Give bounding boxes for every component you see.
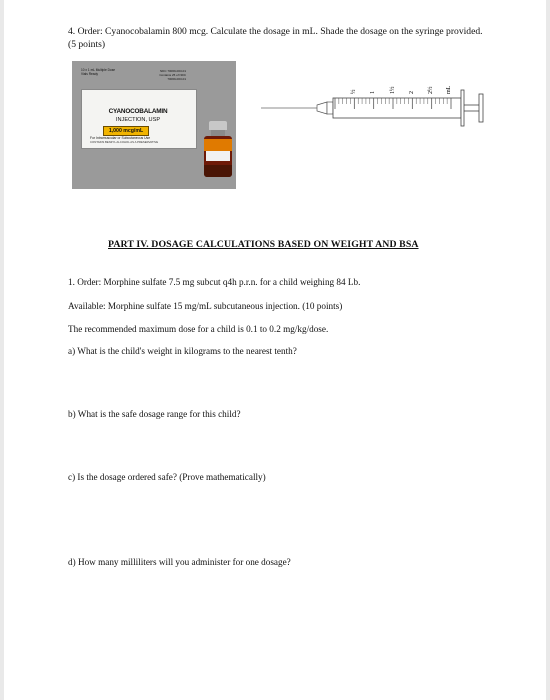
page-edge-right (546, 0, 550, 700)
question-1-part-b: b) What is the safe dosage range for this child? (68, 409, 241, 419)
box-top-left-text: 10 x 1 mL Multiple Dose Vials Ready (81, 68, 116, 76)
syringe-label-2: 2 (409, 91, 415, 94)
question-1-order: 1. Order: Morphine sulfate 7.5 mg subcut q4h p.r.n. for a child weighing 84 Lb. (68, 277, 361, 287)
question-1-part-a: a) What is the child's weight in kilograms to the nearest tenth? (68, 346, 297, 356)
question-1-available: Available: Morphine sulfate 15 mg/mL subcutaneous injection. (10 points) (68, 301, 343, 311)
part-iv-heading: PART IV. DOSAGE CALCULATIONS BASED ON WEIGHT AND BSA (108, 239, 419, 250)
question-1-part-d: d) How many milliliters will you administer for one dosage? (68, 557, 291, 567)
box-top-right-text: NDC 70069-003-01 Contains 25 of NDC 70069-003-01 (159, 69, 186, 81)
syringe-diagram[interactable] (261, 72, 491, 132)
page-edge-left (0, 0, 4, 700)
drug-contains: CONTAINS BENZYL ALCOHOL AS A PRESERVATIVE (90, 140, 159, 144)
vial-icon (203, 121, 233, 211)
syringe-label-ml: mL (446, 85, 452, 94)
cyanocobalamin-drug-image (72, 61, 236, 189)
drug-type: INJECTION, USP (115, 117, 161, 123)
drug-route: For Intramuscular or Subcutaneous Use (90, 136, 151, 140)
drug-strength: 1,000 mcg/mL (103, 126, 149, 136)
syringe-label-2-half: 2½ (428, 86, 434, 94)
question-1-recommended: The recommended maximum dose for a child is 0.1 to 0.2 mg/kg/dose. (68, 324, 329, 334)
drug-brand-name: CYANOCOBALAMIN (108, 108, 168, 115)
syringe-label-half: ½ (351, 89, 357, 94)
syringe-label-1: 1 (370, 91, 376, 94)
question-4-text: 4. Order: Cyanocobalamin 800 mcg. Calculate the dosage in mL. Shade the dosage on the syringe provided. (5 points) (68, 26, 483, 50)
syringe-label-1-half: 1½ (390, 86, 396, 94)
question-1-part-c: c) Is the dosage ordered safe? (Prove mathematically) (68, 472, 266, 482)
